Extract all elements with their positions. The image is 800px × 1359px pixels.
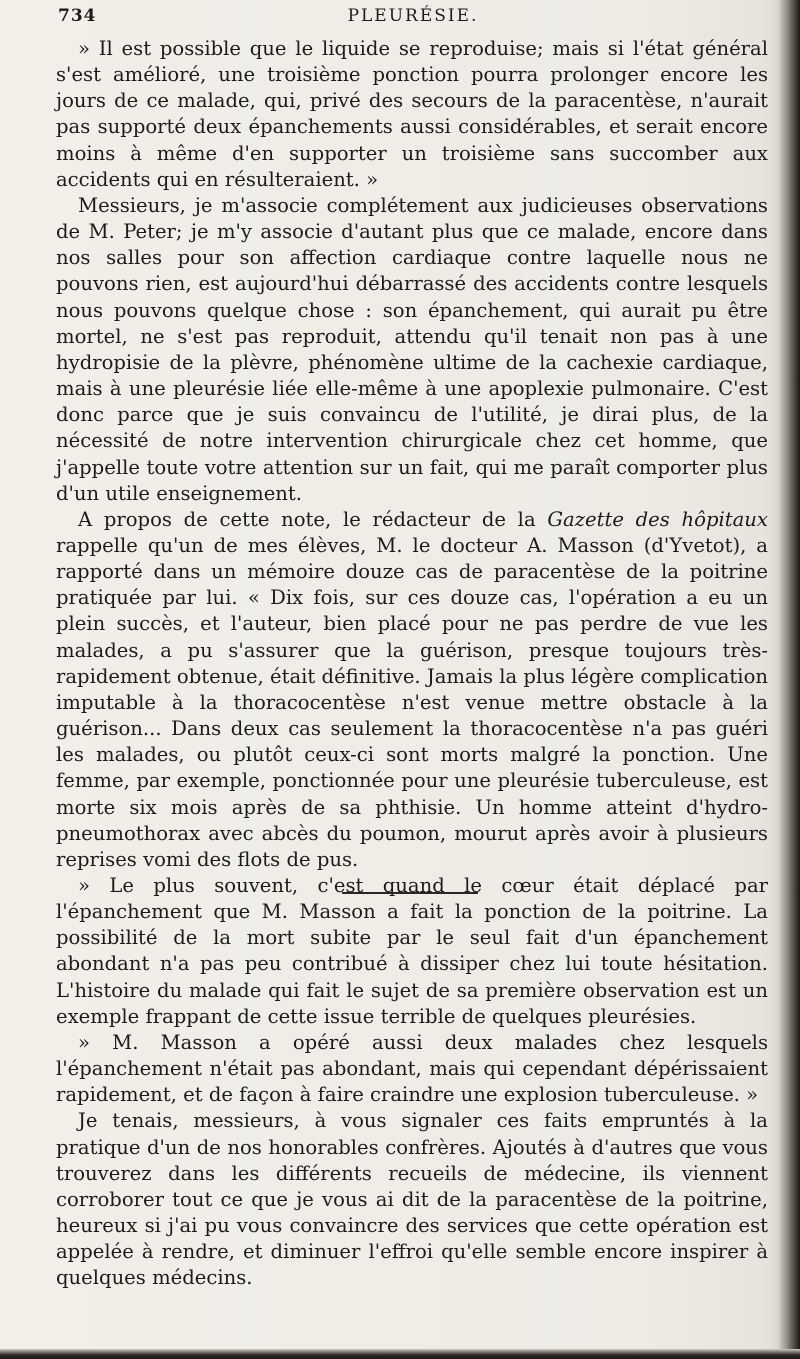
paragraph: » Le plus souvent, c'est quand le cœur était déplacé par l'épanchement que M. Masson a fait la ponction de la poitrine. La possibilité de la mort subite par le seul fait d'un épanchement abondant n'a pas peu contribué à dissiper chez lui toute hésitation. L'histoire du malade qui fait le sujet de sa première observation est un exemple frappant de cette issue terrible de quelques pleurésies.	[56, 874, 768, 1028]
running-head	[58, 6, 768, 32]
text-run: rappelle qu'un de mes élèves, M. le docteur A. Masson (d'Yvetot), a rapporté dans un mémoire douze cas de paracentèse de la poitrine pratiquée par lui. « Dix fois, sur ces douze cas, l'opération a eu un plein succès, et l'auteur, bien placé pour ne pas perdre de vue les malades, a pu s'assurer que la guérison, presque toujours très-rapidement obtenue, était définitive. Jamais la plus légère complication imputable à la thoracocentèse n'est venue mettre obstacle à la guérison... Dans deux cas seulement la thoracocentèse n'a pas guéri les malades, ou plutôt ceux-ci sont morts malgré la ponction. Une femme, par exemple, ponctionnée pour une pleurésie tuberculeuse, est morte six mois après de sa phthisie. Un homme atteint d'hydro-pneumothorax avec abcès du poumon, mourut après avoir à plusieurs reprises vomi des flots de pus.	[56, 533, 768, 871]
page-number: 734	[58, 6, 97, 26]
section-divider	[342, 892, 478, 894]
paragraph: » Il est possible que le liquide se reproduise; mais si l'état général s'est amélioré, une troisième ponction pourra prolonger encore les jours de ce malade, qui, privé des secours de la paracentèse, n'aurait pas supporté deux épanchements aussi considérables, et serait encore moins à même d'en supporter un troisième sans succomber aux accidents qui en résulteraient. »	[56, 37, 768, 191]
page-bottom-edge	[0, 1349, 800, 1359]
paragraph	[56, 507, 768, 873]
journal-title: Gazette des hôpitaux	[547, 507, 768, 531]
text-run: A propos de cette note, le rédacteur de la	[78, 507, 548, 531]
paragraph: » M. Masson a opéré aussi deux malades chez lesquels l'épanchement n'était pas abondant, mais qui cependant dépérissaient rapidement, et de façon à faire craindre une explosion tuberculeuse. »	[56, 1030, 768, 1107]
running-title: PLEURÉSIE.	[347, 6, 479, 26]
body-text	[56, 36, 768, 1292]
page-edge-shadow	[778, 0, 800, 1359]
paragraph: Messieurs, je m'associe complétement aux judicieuses observations de M. Peter; je m'y associe d'autant plus que ce malade, encore dans nos salles pour son affection cardiaque contre laquelle nous ne pouvons rien, est aujourd'hui débarrassé des accidents contre lesquels nous pouvons quelque chose : son épanchement, qui aurait pu être mortel, ne s'est pas reproduit, attendu qu'il tenait non pas à une hydropisie de la plèvre, phénomène ultime de la cachexie cardiaque, mais à une pleurésie liée elle-même à une apoplexie pulmonaire. C'est donc parce que je suis convaincu de l'utilité, je dirai plus, de la nécessité de notre intervention chirurgicale chez cet homme, que j'appelle toute votre attention sur un fait, qui me paraît comporter plus d'un utile enseignement.	[56, 193, 768, 505]
paragraph: Je tenais, messieurs, à vous signaler ces faits empruntés à la pratique d'un de nos honorables confrères. Ajoutés à d'autres que vous trouverez dans les différents recueils de médecine, ils viennent corroborer tout ce que je vous ai dit de la paracentèse de la poitrine, heureux si j'ai pu vous convaincre des services que cette opération est appelée à rendre, et diminuer l'effroi qu'elle semble encore inspirer à quelques médecins.	[56, 1109, 768, 1290]
